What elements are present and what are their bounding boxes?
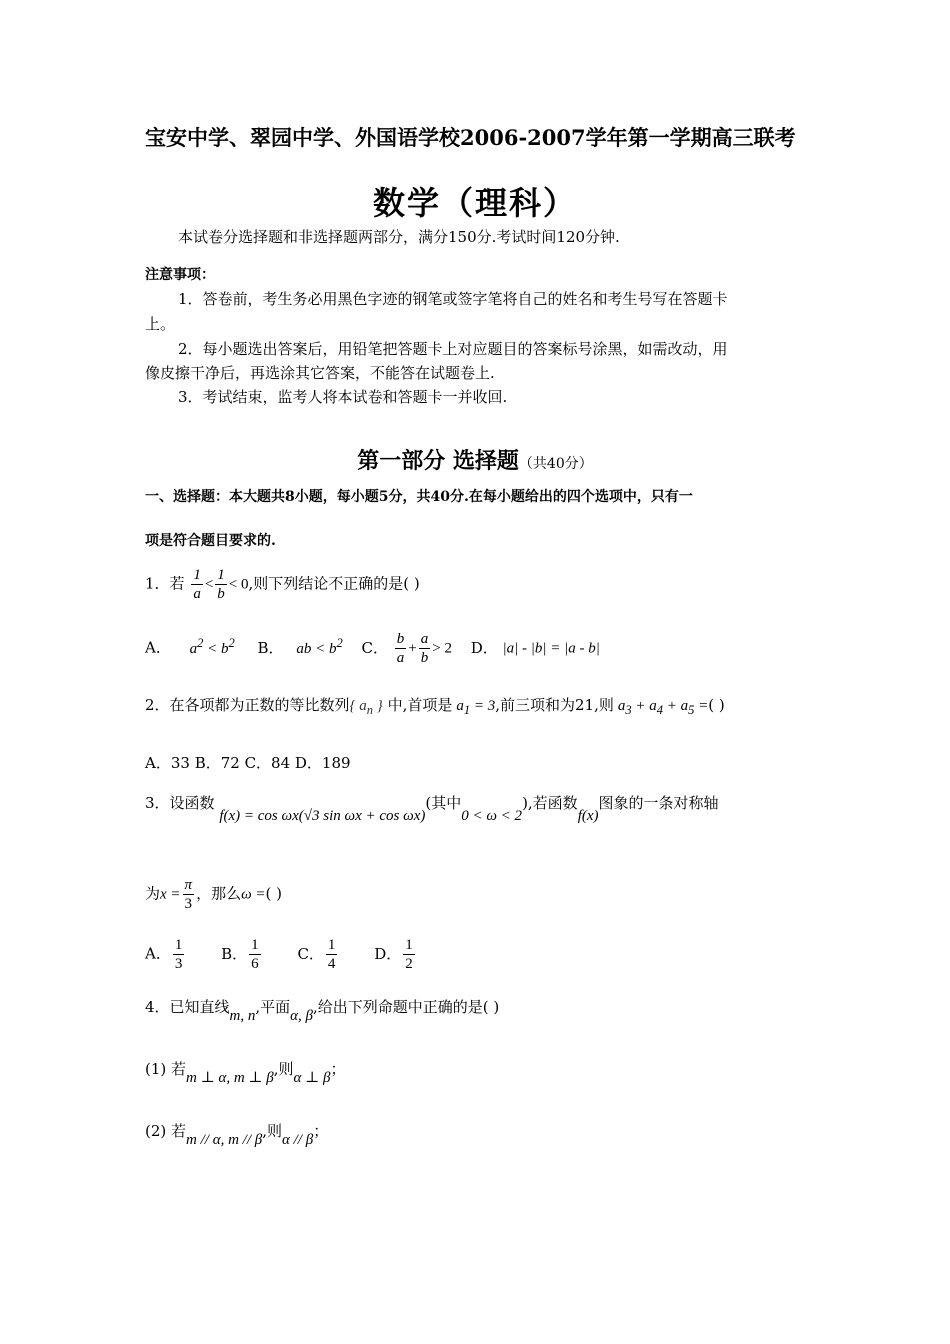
subject-title: 数学（理科） bbox=[372, 184, 577, 222]
section-instruction-b: 项是符合题目要求的. bbox=[145, 533, 276, 549]
question-3-line2: 为x = $\frac{\pi}{3}$ ，那么ω =( ) bbox=[145, 877, 283, 912]
question-3-options: A． $\frac{1}{3}$ B． $\frac{1}{6}$ C． $\frac{1}{4}$ D． $\frac{1}{2}$ bbox=[145, 937, 413, 972]
question-4-prop-1: (1) 若m ⊥ α, m ⊥ β,则α ⊥ β； bbox=[145, 1060, 346, 1086]
section-title bbox=[0, 444, 950, 475]
notice-item-3: 3．考试结束，监考人将本试卷和答题卡一并收回. bbox=[178, 388, 508, 406]
notice-item-1b: 上。 bbox=[145, 315, 176, 333]
notice-item-2a: 2．每小题选出答案后，用铅笔把答题卡上对应题目的答案标号涂黑，如需改动，用 bbox=[178, 340, 728, 358]
question-2: 2．在各项都为正数的等比数列{ $a_n$ } 中,首项是 $a_1 = 3$,前三项和为21,则 $a_3 + a_4 + a_5$ =( ) bbox=[145, 696, 725, 717]
question-4-prop-2: (2) 若m // α, m // β,则α // β； bbox=[145, 1122, 329, 1148]
section-points: （共40分） bbox=[518, 456, 593, 472]
notice-item-2b: 像皮擦干净后，再选涂其它答案，不能答在试题卷上. bbox=[145, 364, 495, 382]
question-1-options: A． $a^2 < b^2$ B． ab < $b^2$ C． $\frac{b}{a}$ + $\frac{a}{b}$ > 2 D． |a| - |b| = |a - b| bbox=[145, 631, 600, 666]
section-instruction-a: 一、选择题：本大题共8小题，每小题5分，共40分.在每小题给出的四个选项中，只有一 bbox=[145, 489, 693, 505]
fraction-1-over-b: $\frac{1}{b}$ bbox=[217, 567, 225, 602]
intro-text: 本试卷分选择题和非选择题两部分，满分150分.考试时间120分钟. bbox=[178, 228, 620, 246]
fraction-1-over-a: $\frac{1}{a}$ bbox=[193, 567, 201, 602]
question-3: 3．设函数 f(x) = cos ωx(√3 sin ωx + cos ωx)(其中0 < ω < 2),若函数f(x)图象的一条对称轴 bbox=[145, 794, 719, 824]
question-2-options: A．33 B．72 C．84 D．189 bbox=[145, 754, 351, 772]
exam-title: 宝安中学、翠园中学、外国语学校2006-2007学年第一学期高三联考 bbox=[145, 125, 796, 150]
question-4: 4．已知直线m, n,平面α, β,给出下列命题中正确的是( ) bbox=[145, 998, 500, 1024]
notice-item-1a: 1．答卷前，考生务必用黑色字迹的钢笔或签字笔将自己的姓名和考生号写在答题卡 bbox=[178, 290, 728, 308]
question-1: 1．若 $\frac{1}{a}$ < $\frac{1}{b}$ < 0,则下列结论不正确的是( ) bbox=[145, 567, 420, 602]
notice-heading: 注意事项： bbox=[145, 267, 215, 283]
section-title-text: 第一部分 选择题 bbox=[357, 448, 519, 474]
